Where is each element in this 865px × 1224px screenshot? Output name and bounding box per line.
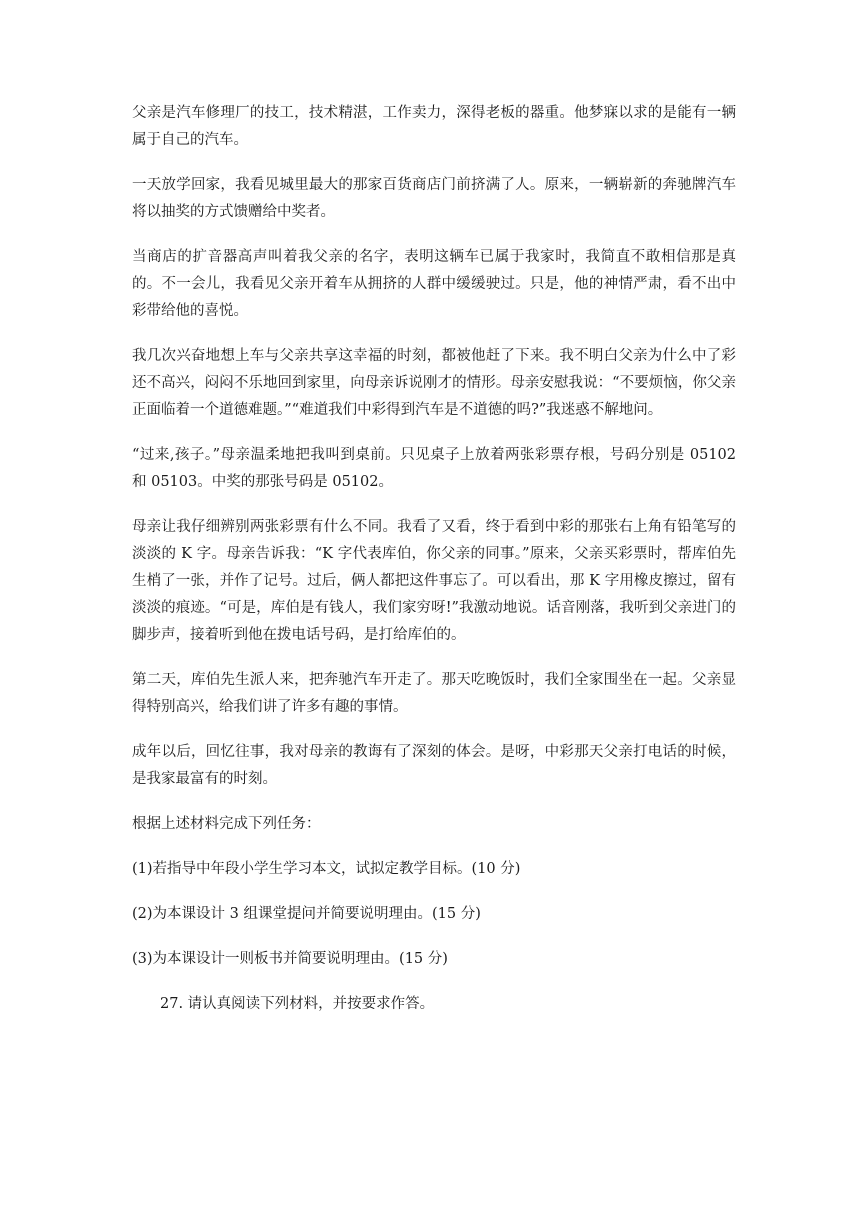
story-paragraph-5: “过来,孩子。”母亲温柔地把我叫到桌前。只见桌子上放着两张彩票存根，号码分别是 05102 和 05103。中奖的那张号码是 05102。 <box>132 447 736 490</box>
next-question-heading: 27. 请认真阅读下列材料，并按要求作答。 <box>160 996 435 1012</box>
task-item-1: (1)若指导中年段小学生学习本文，试拟定教学目标。(10 分) <box>132 861 521 877</box>
story-paragraph-7: 第二天，库伯先生派人来，把奔驰汽车开走了。那天吃晚饭时，我们全家围坐在一起。父亲显得特别高兴，给我们讲了许多有趣的事情。 <box>132 672 736 715</box>
story-paragraph-1: 父亲是汽车修理厂的技工，技术精湛，工作卖力，深得老板的器重。他梦寐以求的是能有一辆属于自己的汽车。 <box>132 105 736 148</box>
task-instruction: 根据上述材料完成下列任务： <box>132 816 321 832</box>
task-item-3: (3)为本课设计一则板书并简要说明理由。(15 分) <box>132 951 448 967</box>
story-paragraph-6: 母亲让我仔细辨别两张彩票有什么不同。我看了又看，终于看到中彩的那张右上角有铅笔写的淡淡的 K 字。母亲告诉我：“K 字代表库伯，你父亲的同事。”原来，父亲买彩票时，帮库伯先生梢了一张，并作了记号。过后，俩人都把这件事忘了。可以看出，那 K 字用橡皮擦过，留有淡淡的痕迹。“可是，库伯是有钱人，我们家穷呀!”我激动地说。话音刚落，我听到父亲进门的脚步声，接着听到他在拨电话号码，是打给库伯的。 <box>132 519 736 643</box>
document-body <box>132 100 736 1036</box>
story-paragraph-2: 一天放学回家，我看见城里最大的那家百货商店门前挤满了人。原来，一辆崭新的奔驰牌汽车将以抽奖的方式馈赠给中奖者。 <box>132 177 736 220</box>
story-paragraph-4: 我几次兴奋地想上车与父亲共享这幸福的时刻，都被他赶了下来。我不明白父亲为什么中了彩还不高兴，闷闷不乐地回到家里，向母亲诉说刚才的情形。母亲安慰我说：“不要烦恼，你父亲正面临着一个道德难题。”“难道我们中彩得到汽车是不道德的吗?”我迷惑不解地问。 <box>132 348 736 418</box>
task-item-2: (2)为本课设计 3 组课堂提问并简要说明理由。(15 分) <box>132 906 481 922</box>
story-paragraph-8: 成年以后，回忆往事，我对母亲的教诲有了深刻的体会。是呀，中彩那天父亲打电话的时候，是我家最富有的时刻。 <box>132 744 736 787</box>
story-paragraph-3: 当商店的扩音器高声叫着我父亲的名字，表明这辆车已属于我家时，我简直不敢相信那是真的。不一会儿，我看见父亲开着车从拥挤的人群中缓缓驶过。只是，他的神情严肃，看不出中彩带给他的喜悦。 <box>132 249 736 319</box>
